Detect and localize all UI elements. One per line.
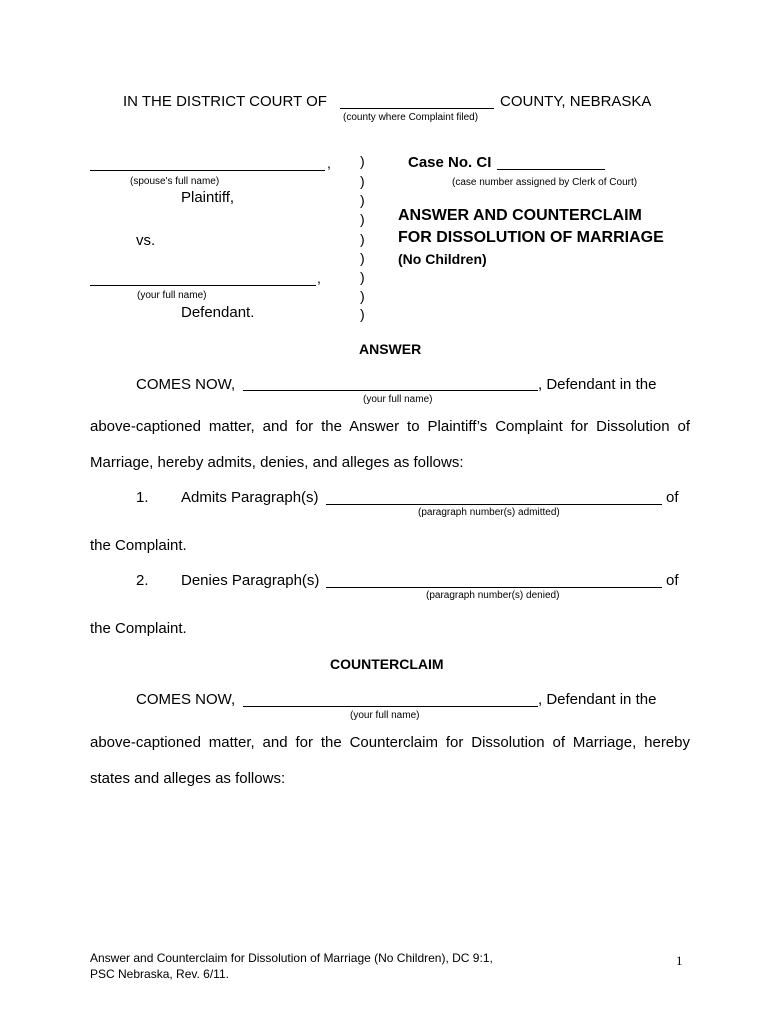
defendant-label: Defendant. [181,304,255,321]
item1-label: Admits Paragraph(s) [181,489,319,506]
paren: ) [360,153,365,169]
document-title-line1: ANSWER AND COUNTERCLAIM [398,207,642,224]
court-suffix: COUNTY, NEBRASKA [500,93,652,110]
plaintiff-comma: , [327,155,331,171]
item1-of: of [666,489,679,506]
paren: ) [360,288,365,304]
document-title-line3: (No Children) [398,251,487,267]
court-prefix: IN THE DISTRICT COURT OF [123,93,327,110]
footer-form-title: Answer and Counterclaim for Dissolution of Marriage (No Children), DC 9:1, [90,951,493,965]
item1-complaint: the Complaint. [90,537,187,554]
counterclaim-comes-now: COMES NOW, [136,691,236,708]
admitted-paragraphs-field[interactable] [326,504,662,505]
counterclaim-body-line1: above-captioned matter, and for the Counterclaim for Dissolution of Marriage, hereby [90,734,690,751]
document-title-line2: FOR DISSOLUTION OF MARRIAGE [398,229,664,246]
county-hint: (county where Complaint filed) [343,112,479,123]
paren: ) [360,231,365,247]
counterclaim-heading: COUNTERCLAIM [330,656,444,672]
item1-number: 1. [136,489,149,506]
answer-name-hint: (your full name) [363,394,433,405]
item2-of: of [666,572,679,589]
page-number: 1 [676,953,683,968]
paren: ) [360,269,365,285]
paren: ) [360,306,365,322]
vs-label: vs. [136,232,156,249]
defendant-comma: , [317,270,321,286]
counterclaim-name-field[interactable] [243,706,538,707]
paren: ) [360,250,365,266]
case-no-field[interactable] [497,169,605,170]
counterclaim-defendant-in-the: , Defendant in the [538,691,657,708]
item2-hint: (paragraph number(s) denied) [426,590,560,601]
answer-heading: ANSWER [359,341,422,357]
item2-number: 2. [136,572,149,589]
case-no-label: Case No. CI [408,154,492,171]
county-field[interactable] [340,108,494,109]
answer-body-line1: above-captioned matter, and for the Answer to Plaintiff’s Complaint for Dissolution of [90,418,690,435]
item1-hint: (paragraph number(s) admitted) [418,507,560,518]
plaintiff-hint: (spouse's full name) [130,176,220,187]
answer-body-line2: Marriage, hereby admits, denies, and alleges as follows: [90,454,464,471]
denied-paragraphs-field[interactable] [326,587,662,588]
defendant-name-field[interactable] [90,285,316,286]
counterclaim-name-hint: (your full name) [350,710,420,721]
counterclaim-body-line2: states and alleges as follows: [90,770,286,787]
answer-defendant-in-the: , Defendant in the [538,376,657,393]
paren: ) [360,192,365,208]
defendant-hint: (your full name) [137,290,207,301]
footer-form-revision: PSC Nebraska, Rev. 6/11. [90,967,229,981]
item2-label: Denies Paragraph(s) [181,572,320,589]
paren: ) [360,211,365,227]
answer-name-field[interactable] [243,390,538,391]
answer-comes-now: COMES NOW, [136,376,236,393]
plaintiff-label: Plaintiff, [181,189,235,206]
case-no-hint: (case number assigned by Clerk of Court) [452,177,638,188]
item2-complaint: the Complaint. [90,620,187,637]
paren: ) [360,173,365,189]
plaintiff-name-field[interactable] [90,170,325,171]
